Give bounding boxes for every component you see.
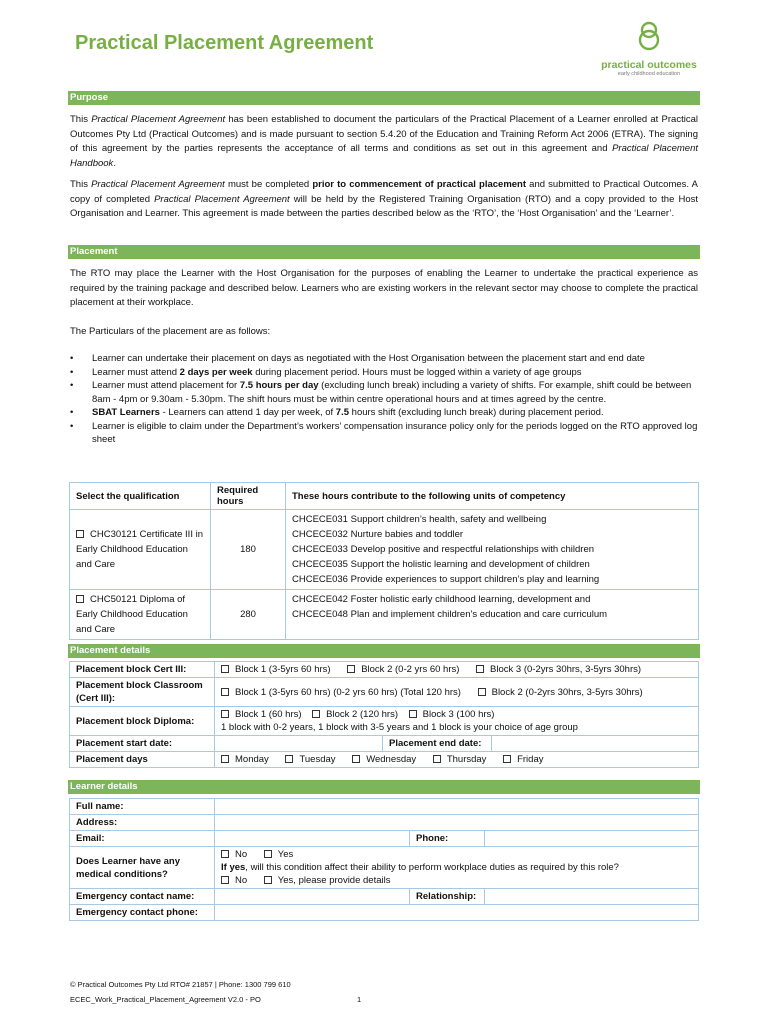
- hours-cell: 180: [211, 510, 286, 590]
- checkbox[interactable]: [352, 755, 360, 763]
- end-date-field[interactable]: [492, 736, 699, 752]
- footer-copyright: © Practical Outcomes Pty Ltd RTO# 21857 | Phone: 1300 799 610: [70, 980, 291, 989]
- address-field[interactable]: [215, 815, 699, 831]
- list-item: • Learner must attend placement for 7.5 hours per day (excluding lunch break) including a variety of shifts. For example, shift could be between 8am - 4pm or 9.30am - 5.30pm. The shift hours must be within centre operational hours and at times agreed by the centre.: [70, 379, 698, 406]
- page-title: Practical Placement Agreement: [75, 32, 374, 54]
- column-header-hours: Required hours: [211, 483, 286, 510]
- unit-item: CHCECE035 Support the holistic learning and development of children: [292, 559, 590, 570]
- qualification-name: CHC50121 Diploma of Early Childhood Education and Care: [76, 594, 188, 635]
- purpose-paragraph-2: This Practical Placement Agreement must be completed prior to commencement of practical placement and submitted to Practical Outcomes. A copy of completed Practical Placement Agreement will be held by the Registered Training Organisation (RTO) and a copy provided to the Host Organisation and Learner. This agreement is made between the parties described below as the ‘RTO’, the ‘Host Organisation’ and the ‘Learner’.: [70, 179, 698, 219]
- option[interactable]: Block 2 (120 hrs): [312, 709, 398, 720]
- emergency-phone-field[interactable]: [215, 905, 699, 921]
- email-label: Email:: [70, 831, 215, 847]
- end-date-label: Placement end date:: [383, 736, 492, 752]
- checkbox[interactable]: [476, 665, 484, 673]
- qualification-cell[interactable]: [70, 590, 211, 640]
- checkbox[interactable]: [221, 710, 229, 718]
- option-wednesday[interactable]: Wednesday: [352, 754, 416, 765]
- checkbox[interactable]: [221, 876, 229, 884]
- placement-paragraph-2: The Particulars of the placement are as follows:: [70, 325, 271, 337]
- option[interactable]: Block 1 (3-5yrs 60 hrs): [221, 664, 331, 675]
- logo-tagline: early childhood education: [617, 71, 681, 77]
- checkbox[interactable]: [312, 710, 320, 718]
- table-header-row: [70, 483, 699, 510]
- option-tuesday[interactable]: Tuesday: [285, 754, 335, 765]
- unit-item: CHCECE031 Support children’s health, safety and wellbeing: [292, 514, 547, 525]
- column-header-qualification: Select the qualification: [70, 483, 211, 510]
- classroom-block-label: Placement block Classroom (Cert III):: [70, 678, 215, 707]
- placement-text: [70, 267, 698, 339]
- checkbox[interactable]: [433, 755, 441, 763]
- unit-item: CHCECE036 Provide experiences to support children’s play and learning: [292, 574, 600, 585]
- diploma-note: 1 block with 0-2 years, 1 block with 3-5 years and 1 block is your choice of age group: [221, 722, 578, 733]
- checkbox[interactable]: [76, 530, 84, 538]
- full-name-label: Full name:: [70, 799, 215, 815]
- placement-details-table: [69, 661, 699, 768]
- start-date-field[interactable]: [215, 736, 383, 752]
- list-item: • Learner can undertake their placement on days as negotiated with the Host Organisation between the placement start and end date: [70, 352, 698, 366]
- unit-item: CHCECE042 Foster holistic early childhood learning, development and: [292, 594, 591, 605]
- option-no[interactable]: No: [221, 875, 247, 886]
- checkbox[interactable]: [347, 665, 355, 673]
- logo-brand-text: practical outcomes: [601, 59, 697, 71]
- unit-item: CHCECE033 Develop positive and respectful relationships with children: [292, 544, 595, 555]
- section-header-purpose: Purpose: [68, 91, 700, 105]
- option[interactable]: Block 1 (3-5yrs 60 hrs) (0-2 yrs 60 hrs) (Total 120 hrs): [221, 687, 461, 698]
- diploma-block-options: [215, 707, 699, 736]
- if-yes-question: If yes, will this condition affect their ability to perform workplace duties as required by this role?: [221, 862, 619, 873]
- table-row: [70, 752, 699, 768]
- table-row: [70, 590, 699, 640]
- hours-cell: 280: [211, 590, 286, 640]
- checkbox[interactable]: [478, 688, 486, 696]
- table-row: [70, 510, 699, 590]
- qualification-cell[interactable]: [70, 510, 211, 590]
- table-row: [70, 831, 699, 847]
- option-thursday[interactable]: Thursday: [433, 754, 487, 765]
- option[interactable]: Block 3 (100 hrs): [409, 709, 495, 720]
- cert3-block-options: [215, 662, 699, 678]
- option-no[interactable]: No: [221, 849, 247, 860]
- table-row: [70, 707, 699, 736]
- medical-conditions-options: [215, 847, 699, 889]
- qualification-name: CHC30121 Certificate III in Early Childhood Education and Care: [76, 529, 203, 570]
- placement-days-options: [215, 752, 699, 768]
- phone-field[interactable]: [485, 831, 699, 847]
- address-label: Address:: [70, 815, 215, 831]
- cert3-block-label: Placement block Cert III:: [70, 662, 215, 678]
- checkbox[interactable]: [409, 710, 417, 718]
- list-item: • SBAT Learners - Learners can attend 1 day per week, of 7.5 hours shift (excluding lunch break) during placement period.: [70, 406, 698, 420]
- option-yes[interactable]: Yes: [264, 849, 294, 860]
- checkbox[interactable]: [76, 595, 84, 603]
- section-header-placement: Placement: [68, 245, 700, 259]
- diploma-block-label: Placement block Diploma:: [70, 707, 215, 736]
- list-item: • Learner is eligible to claim under the Department’s workers’ compensation insurance policy only for the periods logged on the RTO approved log sheet: [70, 420, 698, 447]
- start-date-label: Placement start date:: [70, 736, 215, 752]
- section-header-placement-details: Placement details: [68, 644, 700, 658]
- qualification-table: [69, 482, 699, 640]
- placement-days-label: Placement days: [70, 752, 215, 768]
- option-yes-details[interactable]: Yes, please provide details: [264, 875, 391, 886]
- placement-particulars-list: [70, 352, 698, 447]
- column-header-units: These hours contribute to the following units of competency: [286, 483, 699, 510]
- checkbox[interactable]: [221, 688, 229, 696]
- checkbox[interactable]: [264, 876, 272, 884]
- option[interactable]: Block 2 (0-2 yrs 60 hrs): [347, 664, 459, 675]
- table-row: [70, 678, 699, 707]
- medical-conditions-label: Does Learner have any medical conditions?: [70, 847, 215, 889]
- emergency-phone-label: Emergency contact phone:: [70, 905, 215, 921]
- classroom-block-options: [215, 678, 699, 707]
- emergency-name-field[interactable]: [215, 889, 410, 905]
- learner-details-table: [69, 798, 699, 921]
- table-row: [70, 815, 699, 831]
- company-logo: [593, 20, 705, 76]
- checkbox[interactable]: [221, 665, 229, 673]
- purpose-paragraph-1: This Practical Placement Agreement has been established to document the particulars of the Practical Placement of a Learner enrolled at Practical Outcomes Pty Ltd (Practical Outcomes) and is made pursuant to section 5.4.20 of the Education and Training Reform Act 2006 (ETRA). The signing of this agreement by the parties represents the acceptance of all terms and conditions as set out in this agreement and Practical Placement Handbook.: [70, 114, 698, 169]
- table-row: [70, 662, 699, 678]
- logo-mark-icon: [632, 20, 666, 52]
- phone-label: Phone:: [410, 831, 485, 847]
- table-row: [70, 889, 699, 905]
- checkbox[interactable]: [221, 850, 229, 858]
- section-header-learner-details: Learner details: [68, 780, 700, 794]
- relationship-label: Relationship:: [410, 889, 485, 905]
- unit-item: CHCECE048 Plan and implement children’s education and care curriculum: [292, 609, 608, 620]
- purpose-text: [70, 113, 698, 222]
- email-field[interactable]: [215, 831, 410, 847]
- footer-document-id: ECEC_Work_Practical_Placement_Agreement V2.0 - PO: [70, 995, 261, 1004]
- relationship-field[interactable]: [485, 889, 699, 905]
- option[interactable]: Block 3 (0-2yrs 30hrs, 3-5yrs 30hrs): [476, 664, 641, 675]
- table-row: [70, 905, 699, 921]
- page-number: 1: [357, 995, 362, 1004]
- unit-item: CHCECE032 Nurture babies and toddler: [292, 529, 464, 540]
- units-cell: [286, 590, 699, 640]
- full-name-field[interactable]: [215, 799, 699, 815]
- checkbox[interactable]: [503, 755, 511, 763]
- placement-paragraph-1: The RTO may place the Learner with the Host Organisation for the purposes of enabling the Learner to undertake the practical experience as required by the training package and described below. Learners who are existing workers in the relevant sector may choose to complete the practical placement at their workplace.: [70, 268, 698, 308]
- emergency-name-label: Emergency contact name:: [70, 889, 215, 905]
- checkbox[interactable]: [264, 850, 272, 858]
- option[interactable]: Block 1 (60 hrs): [221, 709, 302, 720]
- list-item: • Learner must attend 2 days per week during placement period. Hours must be logged within a variety of age groups: [70, 366, 698, 380]
- option[interactable]: Block 2 (0-2yrs 30hrs, 3-5yrs 30hrs): [478, 687, 643, 698]
- option-friday[interactable]: Friday: [503, 754, 543, 765]
- option-monday[interactable]: Monday: [221, 754, 269, 765]
- checkbox[interactable]: [285, 755, 293, 763]
- checkbox[interactable]: [221, 755, 229, 763]
- units-cell: [286, 510, 699, 590]
- table-row: [70, 736, 699, 752]
- table-row: [70, 799, 699, 815]
- table-row: [70, 847, 699, 889]
